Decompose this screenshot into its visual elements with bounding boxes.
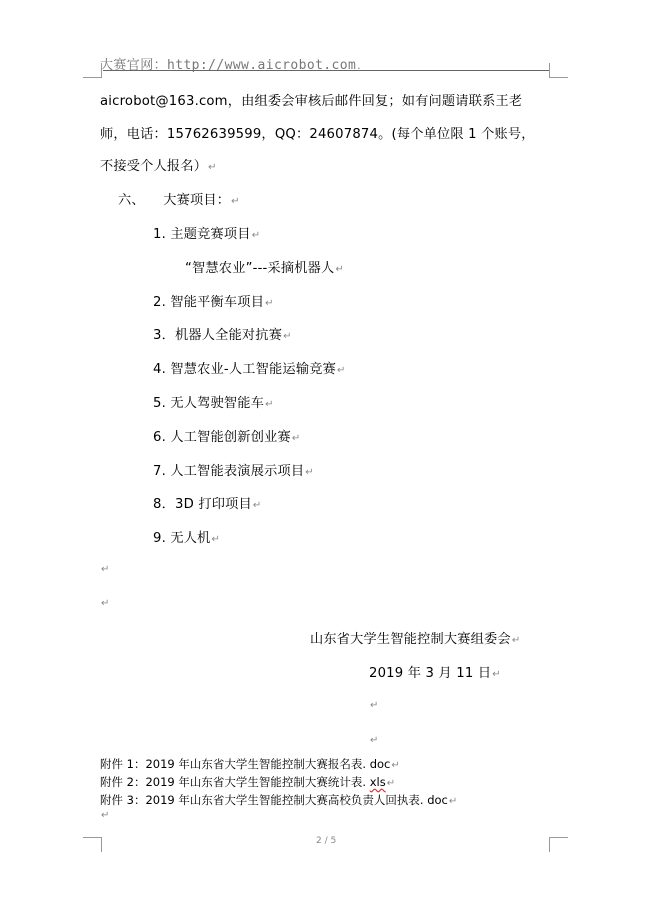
paragraph-mark: ↵: [370, 735, 379, 746]
attachment-1-text: 附件 1：2019 年山东省大学生智能控制大赛报名表. doc: [100, 757, 391, 771]
paragraph-mark: ↵: [370, 700, 379, 711]
list-item: [153, 291, 274, 310]
paragraph-mark: ↵: [511, 635, 521, 646]
attachment-2: [100, 774, 395, 790]
paragraph-mark: ↵: [101, 810, 110, 821]
crop-mark-bottom-right: [549, 837, 568, 852]
crop-mark-top-right: [549, 63, 568, 78]
paragraph-mark: ↵: [335, 264, 345, 275]
page-number: 2 / 5: [316, 836, 337, 846]
paragraph-mark: ↵: [265, 399, 274, 410]
paragraph-mark: ↵: [252, 500, 262, 511]
paragraph-mark: ↵: [283, 331, 292, 342]
attachment-3: [100, 792, 457, 808]
list-item: [153, 426, 300, 445]
list-item-text: 9. 无人机: [153, 531, 211, 546]
paragraph-mark: ↵: [336, 365, 346, 376]
paragraph-line-2: 师，电话：15762639599，QQ：24607874。(每个单位限 1 个账号，: [100, 127, 535, 142]
paragraph-mark: ↵: [231, 196, 240, 207]
paragraph-mark: ↵: [265, 298, 274, 309]
paragraph-mark: ↵: [386, 778, 396, 789]
list-item: [153, 223, 260, 242]
paragraph-mark: ↵: [211, 534, 221, 545]
paragraph-line-3-wrap: [100, 155, 217, 174]
list-item: [153, 324, 292, 343]
section-title: 大赛项目：: [163, 193, 231, 208]
list-item-text: 1. 主题竞赛项目: [153, 227, 251, 242]
paragraph-mark: ↵: [492, 669, 501, 680]
list-item-text: 7. 人工智能表演展示项目: [153, 464, 305, 479]
list-item-text: 4. 智慧农业-人工智能运输竞赛: [153, 362, 336, 377]
list-item: [153, 527, 220, 546]
signature-date: [369, 662, 501, 681]
attachment-2-extension: xls: [369, 775, 386, 789]
paragraph-mark: ↵: [101, 564, 110, 575]
crop-mark-top-left: [83, 63, 102, 78]
list-item-text: 2. 智能平衡车项目: [153, 295, 265, 310]
list-item-text: 8．3D 打印项目: [153, 497, 252, 512]
list-item: [153, 392, 274, 411]
paragraph-mark: ↵: [391, 760, 400, 771]
paragraph-mark: ↵: [101, 598, 110, 609]
signature-org-text: 山东省大学生智能控制大赛组委会: [310, 632, 511, 647]
header-trail: .: [356, 62, 363, 72]
header-site-text: 大赛官网：http://www.aicrobot.com: [100, 58, 357, 73]
list-item-text: “智慧农业”---采摘机器人: [185, 261, 335, 276]
list-item-text: 5. 无人驾驶智能车: [153, 396, 265, 411]
list-item: [153, 460, 314, 479]
list-item: [153, 358, 346, 377]
attachment-1: [100, 756, 400, 772]
section-number: 六、: [118, 193, 145, 208]
paragraph-line-1: aicrobot@163.com，由组委会审核后邮件回复；如有问题请联系王老: [100, 94, 523, 109]
paragraph-mark: ↵: [208, 162, 217, 173]
signature-date-text: 2019 年 3 月 11 日: [369, 666, 492, 681]
list-item: [153, 493, 261, 512]
paragraph-line-3: 不接受个人报名）: [100, 159, 208, 174]
attachment-2-text: 附件 2：2019 年山东省大学生智能控制大赛统计表.: [100, 775, 370, 789]
attachment-3-text: 附件 3：2019 年山东省大学生智能控制大赛高校负责人回执表. doc: [100, 793, 448, 807]
signature-org: [310, 628, 520, 647]
list-item-text: 6. 人工智能创新创业赛: [153, 430, 291, 445]
crop-mark-bottom-left: [83, 837, 102, 852]
paragraph-mark: ↵: [305, 467, 314, 478]
paragraph-mark: ↵: [291, 433, 301, 444]
section-heading: [118, 189, 240, 208]
list-item-subtitle: [185, 257, 344, 276]
list-item-text: 3．机器人全能对抗赛: [153, 328, 283, 343]
header-rule: [103, 70, 549, 71]
paragraph-mark: ↵: [251, 230, 261, 241]
paragraph-mark: ↵: [448, 796, 458, 807]
